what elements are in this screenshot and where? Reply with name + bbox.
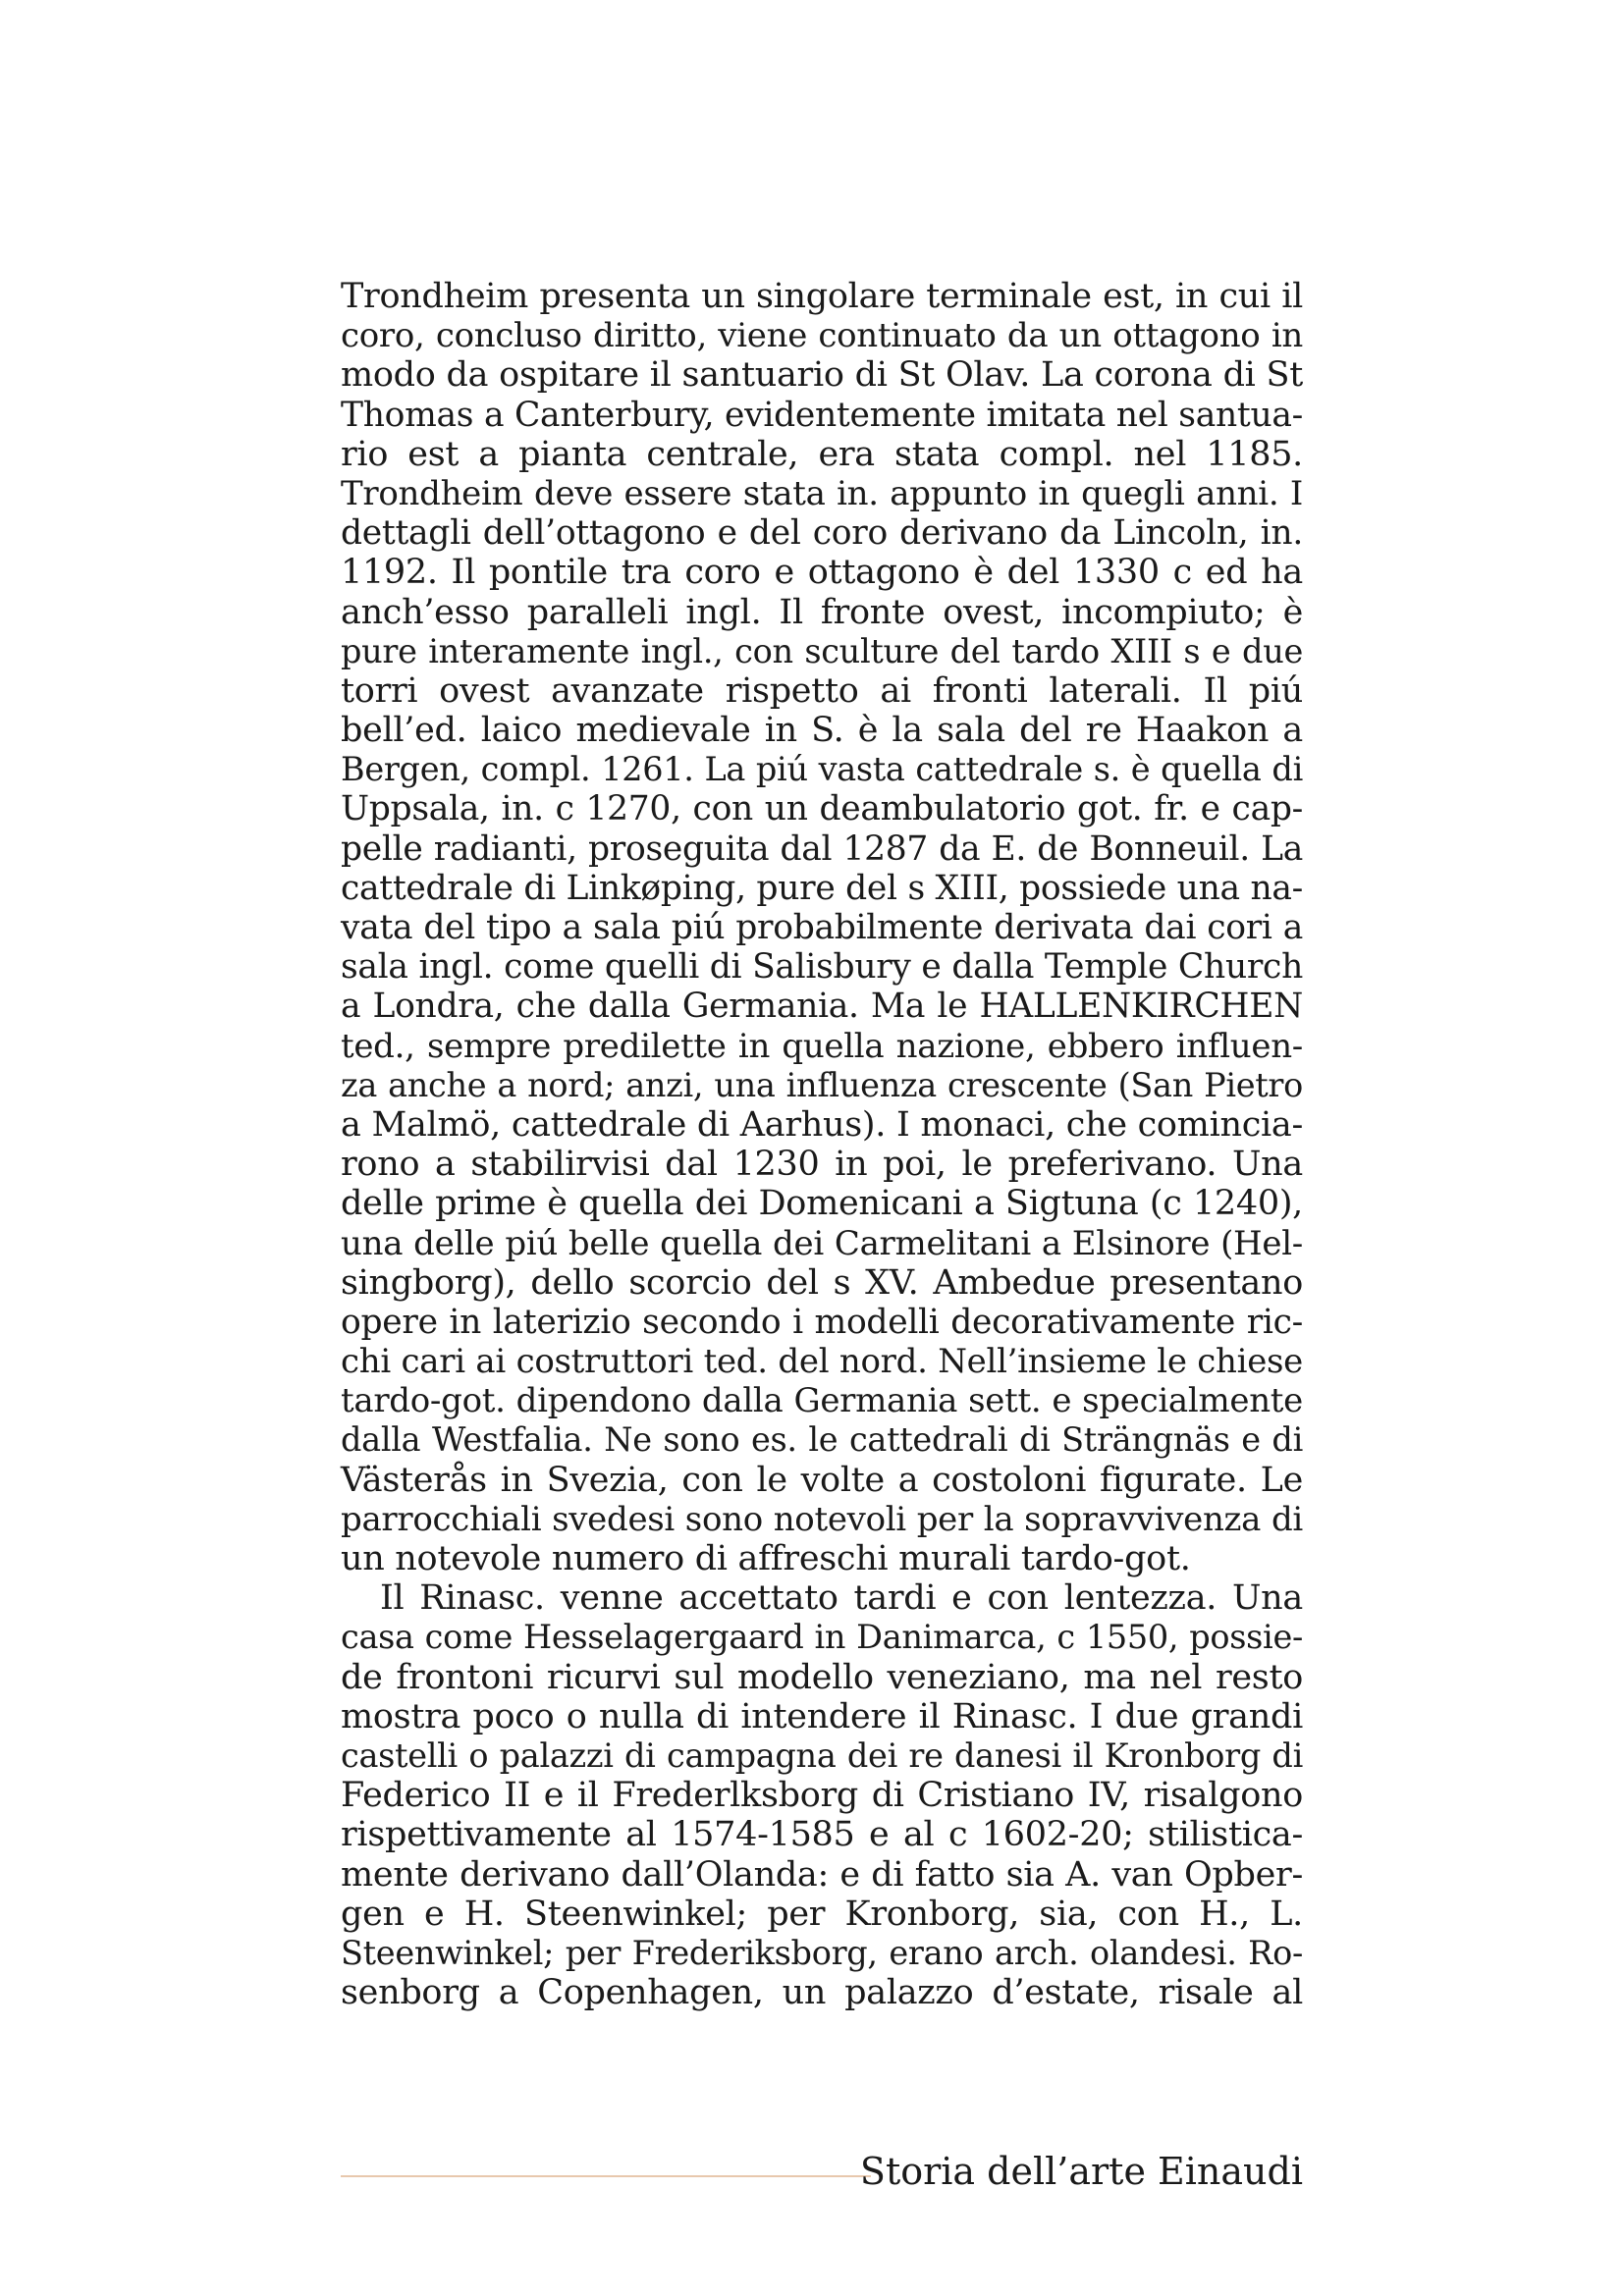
text-line: senborg a Copenhagen, un palazzo d’estate, risale al (341, 1973, 1303, 2013)
text-line: mostra poco o nulla di intendere il Rinasc. I due grandi (341, 1696, 1303, 1736)
text-line: de frontoni ricurvi sul modello veneziano, ma nel resto (341, 1657, 1303, 1697)
text-line: Västerås in Svezia, con le volte a costoloni figurate. Le (341, 1460, 1303, 1500)
text-line: 1192. Il pontile tra coro e ottagono è del 1330 c ed ha (341, 553, 1303, 593)
text-line: una delle piú belle quella dei Carmelitani a Elsinore (Hel- (341, 1223, 1303, 1263)
text-line: mente derivano dall’Olanda: e di fatto sia A. van Opber- (341, 1854, 1303, 1895)
page-footer (341, 2142, 1303, 2201)
text-line: dettagli dell’ottagono e del coro derivano da Lincoln, in. (341, 513, 1303, 554)
text-line: sala ingl. come quelli di Salisbury e dalla Temple Church (341, 947, 1303, 988)
text-line: Trondheim presenta un singolare terminale est, in cui il (341, 277, 1303, 316)
text-line: Federico II e il Frederlksborg di Cristiano IV, risalgono (341, 1776, 1303, 1816)
paragraph-start-line: Il Rinasc. venne accettato tardi e con lentezza. Una (380, 1578, 1303, 1619)
text-line: castelli o palazzi di campagna dei re danesi il Kronborg di (341, 1735, 1303, 1775)
body-text (341, 277, 1303, 2012)
text-line: coro, concluso diritto, viene continuato da un ottagono in (341, 316, 1303, 356)
text-line: anch’esso paralleli ingl. Il fronte ovest, incompiuto; è (341, 592, 1303, 632)
text-line: Steenwinkel; per Frederiksborg, erano arch. olandesi. Ro- (341, 1933, 1303, 1972)
text-line: pelle radianti, proseguita dal 1287 da E. de Bonneuil. La (341, 828, 1303, 869)
text-line: tardo-got. dipendono dalla Germania sett. e specialmente (341, 1381, 1303, 1421)
text-line: singborg), dello scorcio del s XV. Ambedue presentano (341, 1262, 1303, 1303)
text-line: rono a stabilirvisi dal 1230 in poi, le preferivano. Una (341, 1145, 1303, 1185)
text-line: delle prime è quella dei Domenicani a Sigtuna (c 1240), (341, 1184, 1303, 1224)
footer-divider (341, 2175, 871, 2177)
footer-title: Storia dell’arte Einaudi (859, 2150, 1303, 2193)
text-line: pure interamente ingl., con sculture del tardo XIII s e due (341, 631, 1303, 670)
text-line: chi cari ai costruttori ted. del nord. Nell’insieme le chiese (341, 1342, 1303, 1382)
text-line: cattedrale di Linkøping, pure del s XIII, possiede una na- (341, 868, 1303, 908)
text-line: ted., sempre predilette in quella nazione, ebbero influen- (341, 1026, 1303, 1066)
text-line: opere in laterizio secondo i modelli decorativamente ric- (341, 1302, 1303, 1342)
text-line: bell’ed. laico medievale in S. è la sala del re Haakon a (341, 711, 1303, 751)
text-line: a Londra, che dalla Germania. Ma le HALLENKIRCHEN (341, 987, 1303, 1027)
text-line: casa come Hesselagergaard in Danimarca, c 1550, possie- (341, 1618, 1303, 1657)
text-line: rispettivamente al 1574-1585 e al c 1602-20; stilistica- (341, 1815, 1303, 1855)
text-line: rio est a pianta centrale, era stata compl. nel 1185. (341, 434, 1303, 474)
text-line: dalla Westfalia. Ne sono es. le cattedrali di Strängnäs e di (341, 1420, 1303, 1460)
text-line: a Malmö, cattedrale di Aarhus). I monaci, che comincia- (341, 1104, 1303, 1145)
text-line: torri ovest avanzate rispetto ai fronti laterali. Il piú (341, 670, 1303, 711)
text-line: Trondheim deve essere stata in. appunto in quegli anni. I (341, 473, 1303, 513)
text-line: Uppsala, in. c 1270, con un deambulatorio got. fr. e cap- (341, 789, 1303, 829)
text-line: Thomas a Canterbury, evidentemente imitata nel santua- (341, 395, 1303, 435)
text-line: gen e H. Steenwinkel; per Kronborg, sia, con H., L. (341, 1894, 1303, 1934)
text-line: vata del tipo a sala piú probabilmente derivata dai cori a (341, 908, 1303, 947)
text-line: un notevole numero di affreschi murali tardo-got. (341, 1539, 1191, 1578)
text-line: modo da ospitare il santuario di St Olav. La corona di St (341, 355, 1303, 396)
text-line: za anche a nord; anzi, una influenza crescente (San Pietro (341, 1065, 1303, 1104)
text-line: Bergen, compl. 1261. La piú vasta cattedrale s. è quella di (341, 750, 1303, 789)
text-line: parrocchiali svedesi sono notevoli per la sopravvivenza di (341, 1499, 1303, 1539)
